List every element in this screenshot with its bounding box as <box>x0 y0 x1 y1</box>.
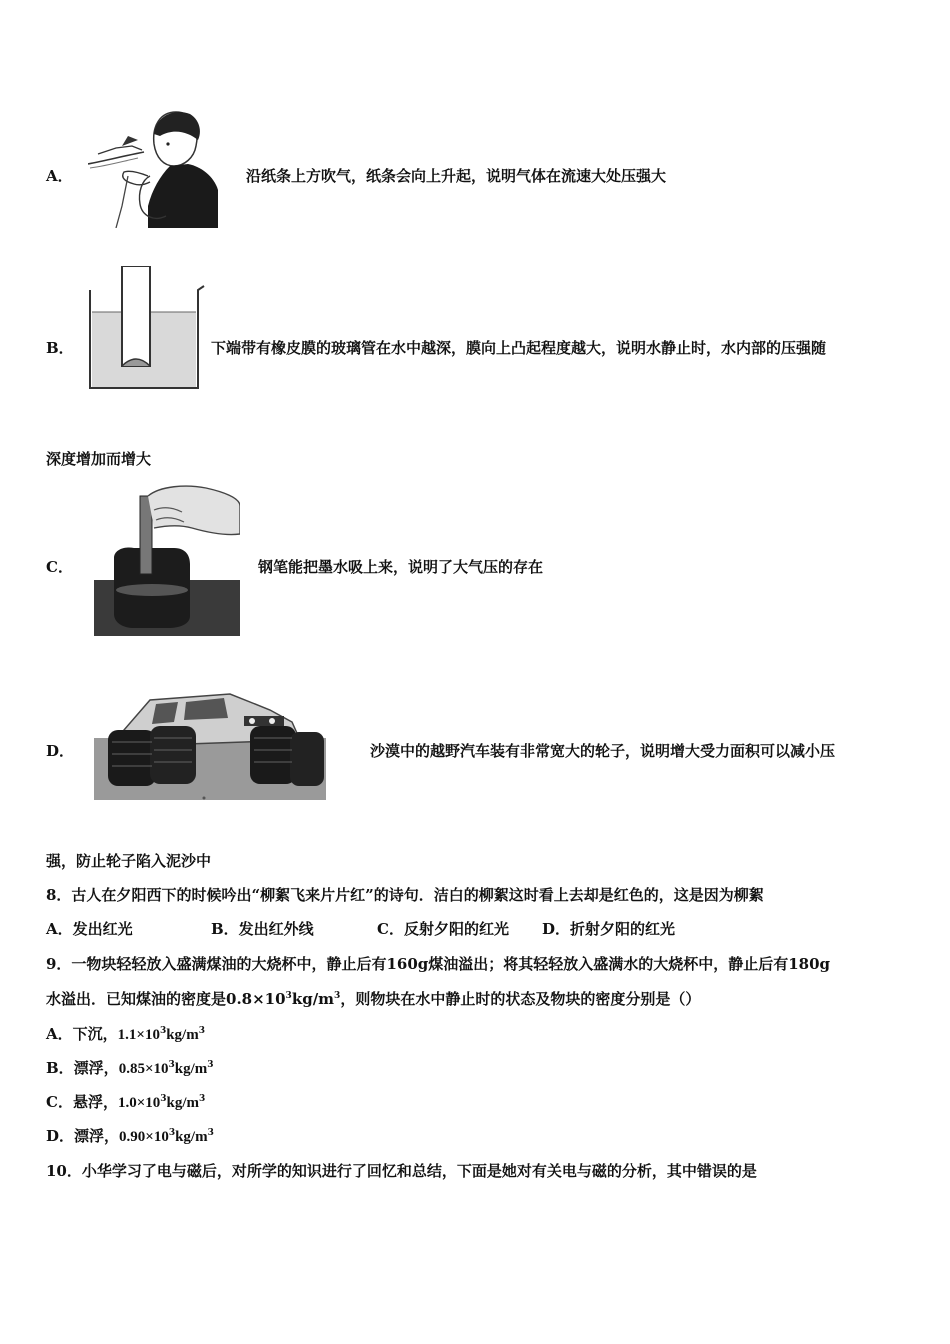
q9-option-unit-exp: 3 <box>207 1128 214 1138</box>
option-c-text: 钢笔能把墨水吸上来，说明了大气压的存在 <box>258 558 544 576</box>
option-b-text: 下端带有橡皮膜的玻璃管在水中越深，膜向上凸起程度越大，说明水静止时，水内部的压强随 <box>211 339 827 357</box>
q9-stem-line1: 9．一物块轻轻放入盛满煤油的大烧杯中，静止后有160g煤油溢出；将其轻轻放入盛满水的大烧杯中，静止后有180g <box>46 955 831 973</box>
q8-option-a: A．发出红光 <box>46 920 133 938</box>
q9-option-label: D．漂浮， <box>46 1127 120 1145</box>
q9-option-exp: 3 <box>168 1060 175 1070</box>
option-d-text-cont: 强，防止轮子陷入泥沙中 <box>46 852 212 870</box>
q9-option-value: 0.85×10 <box>118 1061 169 1077</box>
q9-option-unit-exp: 3 <box>198 1026 205 1036</box>
q8-option-b: B．发出红外线 <box>211 920 314 938</box>
q9-option-d <box>46 1126 214 1147</box>
q9-option-unit: kg/m <box>166 1095 200 1111</box>
q8-stem: 8．古人在夕阳西下的时候吟出“柳絮飞来片片红”的诗句．洁白的柳絮这时看上去却是红色的，这是因为柳絮 <box>46 886 764 904</box>
q9-option-label: A．下沉， <box>46 1025 118 1043</box>
option-b-label: B． <box>46 339 74 357</box>
q9-stem-line2 <box>46 989 700 1009</box>
option-a-text: 沿纸条上方吹气，纸条会向上升起，说明气体在流速大处压强大 <box>246 167 667 185</box>
option-a-label: A． <box>46 167 73 185</box>
q9-option-b <box>46 1058 214 1079</box>
q9-exp-1: 3 <box>285 991 292 1001</box>
option-b-text-cont: 深度增加而增大 <box>46 450 152 468</box>
q9-option-a <box>46 1024 205 1045</box>
q9-option-exp: 3 <box>160 1094 167 1104</box>
q9-option-exp: 3 <box>159 1026 167 1036</box>
beaker-tube-figure <box>86 266 206 392</box>
q9-option-unit-exp: 3 <box>207 1060 214 1070</box>
q9-option-label: C．悬浮， <box>46 1093 118 1111</box>
q9-option-unit: kg/m <box>166 1027 199 1043</box>
option-d-label: D． <box>46 742 75 760</box>
q9-option-value: 1.1×10 <box>117 1027 160 1043</box>
q9-option-unit-exp: 3 <box>199 1094 206 1104</box>
q10-stem: 10．小华学习了电与磁后，对所学的知识进行了回忆和总结，下面是她对有关电与磁的分析，其中错误的是 <box>46 1162 757 1180</box>
q9-option-unit: kg/m <box>174 1061 208 1077</box>
fountain-pen-ink-figure <box>94 484 240 636</box>
q9-stem-part-a: 水溢出．已知煤油的密度是0.8×10 <box>46 990 286 1008</box>
q9-option-label: B．漂浮， <box>46 1059 119 1077</box>
q9-stem-part-b: kg/m <box>291 990 335 1008</box>
q8-option-c: C．反射夕阳的红光 <box>377 920 509 938</box>
blowing-paper-figure <box>88 106 223 228</box>
q9-exp-2: 3 <box>334 991 341 1001</box>
q9-stem-part-c: ，则物块在水中静止时的状态及物块的密度分别是（） <box>340 990 701 1008</box>
offroad-car-figure <box>94 686 326 800</box>
q9-option-unit: kg/m <box>175 1129 208 1145</box>
option-c-label: C． <box>46 558 73 576</box>
option-d-text: 沙漠中的越野汽车装有非常宽大的轮子，说明增大受力面积可以减小压 <box>370 742 836 760</box>
q8-option-d: D．折射夕阳的红光 <box>542 920 676 938</box>
q9-option-value: 0.90×10 <box>119 1129 169 1145</box>
q9-option-exp: 3 <box>168 1128 176 1138</box>
q9-option-value: 1.0×10 <box>117 1095 161 1111</box>
q9-option-c <box>46 1092 205 1113</box>
